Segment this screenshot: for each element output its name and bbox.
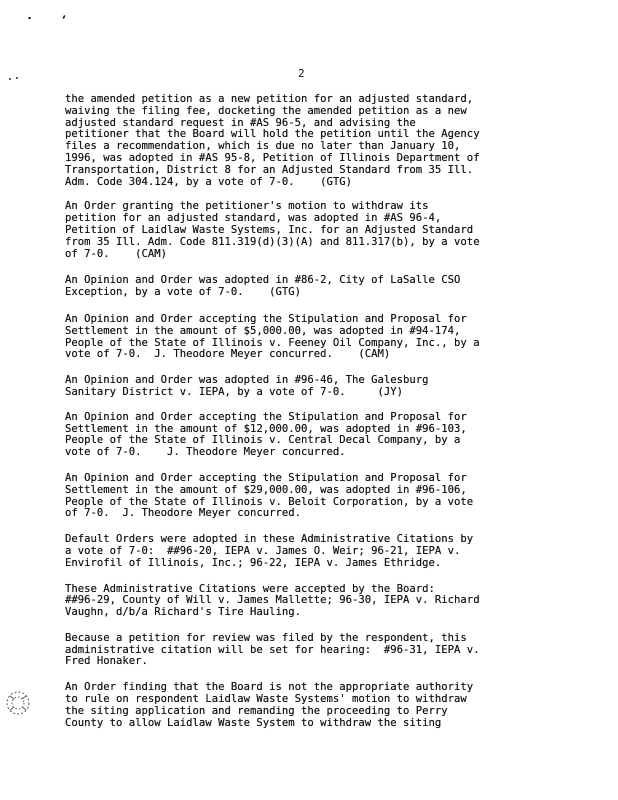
paragraph-galesburg: An Opinion and Order was adopted in #96-46, The Galesburg Sanitary District v. IEPA, by a vote of 7-0. (JY) xyxy=(65,374,429,398)
paragraph-beloit: An Opinion and Order accepting the Stipulation and Proposal for Settlement in the amount of $29,000.00, was adopted in #96-106, People of the State of Illinois v. Beloit Corporation, by a vote of 7-0. J. Theodore Meyer concurred. xyxy=(65,471,474,520)
scan-speck xyxy=(9,78,11,80)
document-body xyxy=(65,94,555,729)
paragraph-lasalle-cso: An Opinion and Order was adopted in #86-2, City of LaSalle CSO Exception, by a vote of 7-0. (GTG) xyxy=(65,274,461,299)
scan-speck xyxy=(62,15,66,19)
scan-speck xyxy=(16,77,18,79)
scan-speck xyxy=(28,17,31,19)
paragraph-default-orders: Default Orders were adopted in these Administrative Citations by a vote of 7-0: ##96-20, IEPA v. James O. Weir; 96-21, IEPA v. Envirofil of Illinois, Inc.; 96-22, IEPA v. James Ethridge. xyxy=(65,533,474,569)
paragraph-central-decal: An Opinion and Order accepting the Stipulation and Proposal for Settlement in the amount of $12,000.00, was adopted in #96-103, People of the State of Illinois v. Central Decal Company, by a vote of 7-0. J. Theodore Meyer concurred. xyxy=(65,410,467,459)
paragraph-amended-petition: the amended petition as a new petition for an adjusted standard, waiving the filing fee, docketing the amended petition as a new adjusted standard request in #AS 96-5, and advising the petitioner that the Board will hold the petition until the Agency files a recommendation, which is due no later than January 10, 1996, was adopted in #AS 95-8, Petition of Illinois Department of Transportation, District 8 for an Adjusted Standard from 35 Ill. Adm. Code 304.124, by a vote of 7-0. (GTG) xyxy=(65,93,480,188)
paragraph-laidlaw-withdrawal: An Order granting the petitioner's motion to withdraw its petition for an adjusted standard, was adopted in #AS 96-4, Petition of Laidlaw Waste Systems, Inc. for an Adjusted Standard from 35 Ill. Adm. Code 811.319(d)(3)(A) and 811.317(b), by a vote of 7-0. (CAM) xyxy=(65,200,480,260)
scan-blot-mark xyxy=(4,688,32,718)
paragraph-perry-county: An Order finding that the Board is not the appropriate authority to rule on respondent Laidlaw Waste Systems' motion to withdraw the siting application and remanding the proceeding to Perry County to allow Laidlaw Waste System to withdraw the siting xyxy=(65,681,474,729)
paragraph-feeney-oil: An Opinion and Order accepting the Stipulation and Proposal for Settlement in the amount of $5,000.00, was adopted in #94-174, People of the State of Illinois v. Feeney Oil Company, Inc., by a vote of 7-0. J. Theodore Meyer concurred. (CAM) xyxy=(65,312,480,361)
page-number: 2 xyxy=(298,67,305,80)
paragraph-hearing: Because a petition for review was filed by the respondent, this administrative citation will be set for hearing: #96-31, IEPA v. Fred Honaker. xyxy=(65,631,480,668)
paragraph-accepted-citations: These Administrative Citations were accepted by the Board: ##96-29, County of Will v. James Mallette; 96-30, IEPA v. Richard Vaughn, d/b/a Richard's Tire Hauling. xyxy=(65,582,480,619)
